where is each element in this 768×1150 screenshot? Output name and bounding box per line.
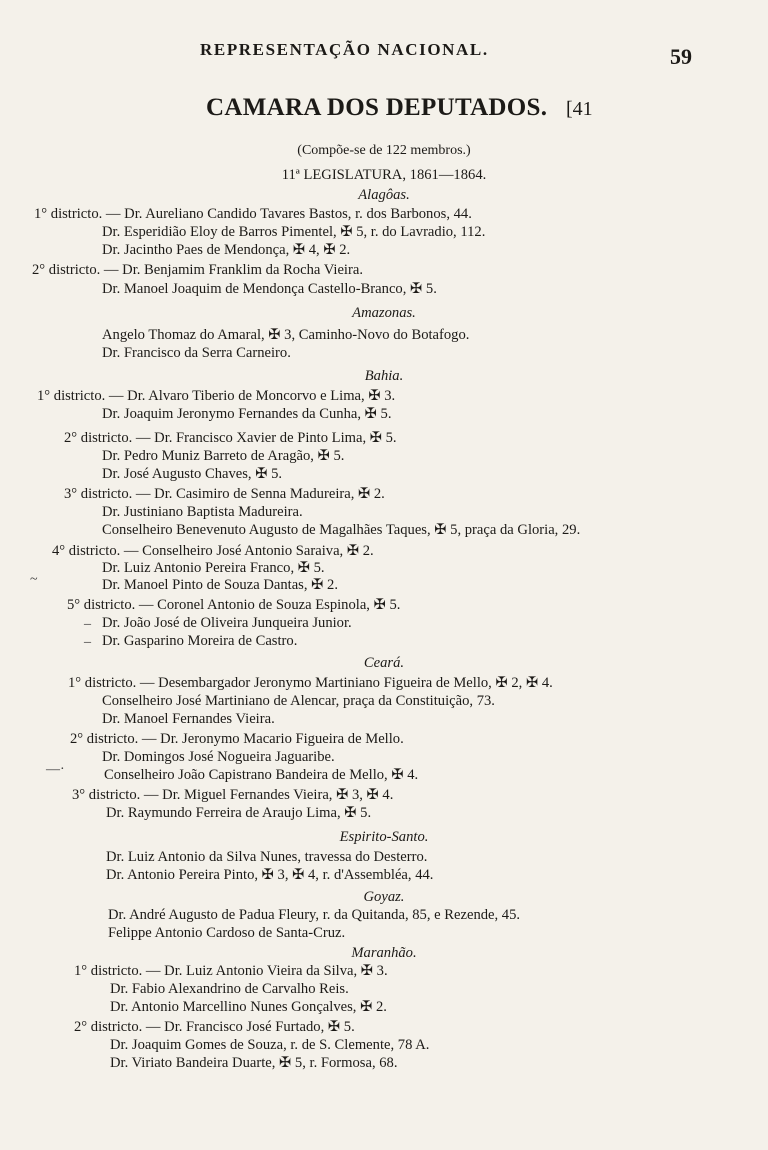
- entry-line: Dr. Luiz Antonio Pereira Franco, ✠ 5.: [102, 560, 325, 576]
- entry-line: Dr. Gasparino Moreira de Castro.: [102, 633, 298, 649]
- entry-line: Dr. João José de Oliveira Junqueira Junior.: [102, 615, 352, 631]
- entry-line: Dr. Justiniano Baptista Madureira.: [102, 504, 303, 520]
- entry-line: Dr. Fabio Alexandrino de Carvalho Reis.: [110, 981, 349, 997]
- entry-line: Dr. Joaquim Jeronymo Fernandes da Cunha, ✠ 5.: [102, 406, 392, 422]
- title-annotation: [41: [566, 98, 593, 120]
- margin-pen-mark: —·: [46, 762, 65, 777]
- entry-line: Dr. André Augusto de Padua Fleury, r. da Quitanda, 85, e Rezende, 45.: [108, 907, 521, 923]
- entry-line: 5° districto. — Coronel Antonio de Souza Espinola, ✠ 5.: [67, 597, 401, 613]
- entry-line: Conselheiro Benevenuto Augusto de Magalhães Taques, ✠ 5, praça da Gloria, 29.: [102, 522, 581, 538]
- entry-line: Conselheiro José Martiniano de Alencar, praça da Constituição, 73.: [102, 693, 495, 709]
- entry-line: Dr. Antonio Marcellino Nunes Gonçalves, ✠ 2.: [110, 999, 387, 1015]
- entry-line: Dr. Jacintho Paes de Mendonça, ✠ 4, ✠ 2.: [102, 242, 351, 258]
- running-head: REPRESENTAÇÃO NACIONAL.: [200, 40, 489, 59]
- entry-line: Dr. Luiz Antonio da Silva Nunes, travessa do Desterro.: [106, 849, 428, 865]
- entry-line: Felippe Antonio Cardoso de Santa-Cruz.: [108, 925, 346, 941]
- entry-line: Dr. Manoel Fernandes Vieira.: [102, 711, 275, 727]
- entry-line: Dr. Viriato Bandeira Duarte, ✠ 5, r. Formosa, 68.: [110, 1055, 398, 1071]
- entry-line: Conselheiro João Capistrano Bandeira de Mello, ✠ 4.: [104, 767, 419, 783]
- province-heading-amazonas: Amazonas.: [352, 305, 416, 321]
- page-number: 59: [670, 44, 692, 69]
- margin-pen-mark: _: [84, 612, 91, 627]
- page-title: CAMARA DOS DEPUTADOS.: [206, 94, 548, 121]
- entry-line: 4° districto. — Conselheiro José Antonio Saraiva, ✠ 2.: [52, 543, 374, 559]
- margin-pen-mark: _: [84, 630, 91, 645]
- entry-line: 2° districto. — Dr. Francisco Xavier de Pinto Lima, ✠ 5.: [64, 430, 397, 446]
- province-heading-espirito-santo: Espirito-Santo.: [339, 829, 429, 845]
- entry-line: 1° districto. — Dr. Aureliano Candido Tavares Bastos, r. dos Barbonos, 44.: [34, 206, 472, 222]
- entry-line: 2° districto. — Dr. Benjamim Franklim da Rocha Vieira.: [32, 262, 363, 278]
- entry-line: Angelo Thomaz do Amaral, ✠ 3, Caminho-Novo do Botafogo.: [102, 327, 470, 343]
- province-heading-goyaz: Goyaz.: [363, 889, 405, 905]
- entry-line: 1° districto. — Desembargador Jeronymo Martiniano Figueira de Mello, ✠ 2, ✠ 4.: [68, 675, 553, 691]
- province-heading-maranhao: Maranhão.: [351, 945, 417, 961]
- entry-line: Dr. José Augusto Chaves, ✠ 5.: [102, 466, 283, 482]
- entry-line: Dr. Manoel Pinto de Souza Dantas, ✠ 2.: [102, 577, 338, 593]
- subtitle: (Compõe-se de 122 membros.): [297, 143, 471, 158]
- entry-line: 3° districto. — Dr. Casimiro de Senna Madureira, ✠ 2.: [64, 486, 385, 502]
- province-heading-ceara: Ceará.: [363, 655, 405, 671]
- entry-line: 2° districto. — Dr. Jeronymo Macario Figueira de Mello.: [70, 731, 404, 747]
- entry-line: Dr. Domingos José Nogueira Jaguaribe.: [102, 749, 335, 765]
- entry-line: 2° districto. — Dr. Francisco José Furtado, ✠ 5.: [74, 1019, 355, 1035]
- entry-line: Dr. Francisco da Serra Carneiro.: [102, 345, 291, 361]
- province-heading-bahia: Bahia.: [364, 368, 404, 384]
- entry-line: 1° districto. — Dr. Luiz Antonio Vieira da Silva, ✠ 3.: [74, 963, 388, 979]
- entry-line: 1° districto. — Dr. Alvaro Tiberio de Moncorvo e Lima, ✠ 3.: [37, 388, 396, 404]
- entry-line: Dr. Esperidião Eloy de Barros Pimentel, ✠ 5, r. do Lavradio, 112.: [102, 224, 486, 240]
- province-heading-alagoas: Alagôas.: [358, 187, 410, 203]
- entry-line: Dr. Pedro Muniz Barreto de Aragão, ✠ 5.: [102, 448, 345, 464]
- entry-line: Dr. Joaquim Gomes de Souza, r. de S. Clemente, 78 A.: [110, 1037, 430, 1053]
- entry-line: Dr. Manoel Joaquim de Mendonça Castello-Branco, ✠ 5.: [102, 281, 437, 297]
- entry-line: Dr. Raymundo Ferreira de Araujo Lima, ✠ 5.: [106, 805, 372, 821]
- legislature: 11ª LEGISLATURA, 1861—1864.: [281, 167, 487, 183]
- entry-line: Dr. Antonio Pereira Pinto, ✠ 3, ✠ 4, r. d'Assembléa, 44.: [106, 867, 434, 883]
- entry-line: 3° districto. — Dr. Miguel Fernandes Vieira, ✠ 3, ✠ 4.: [72, 787, 394, 803]
- margin-pen-mark: ~: [30, 572, 38, 587]
